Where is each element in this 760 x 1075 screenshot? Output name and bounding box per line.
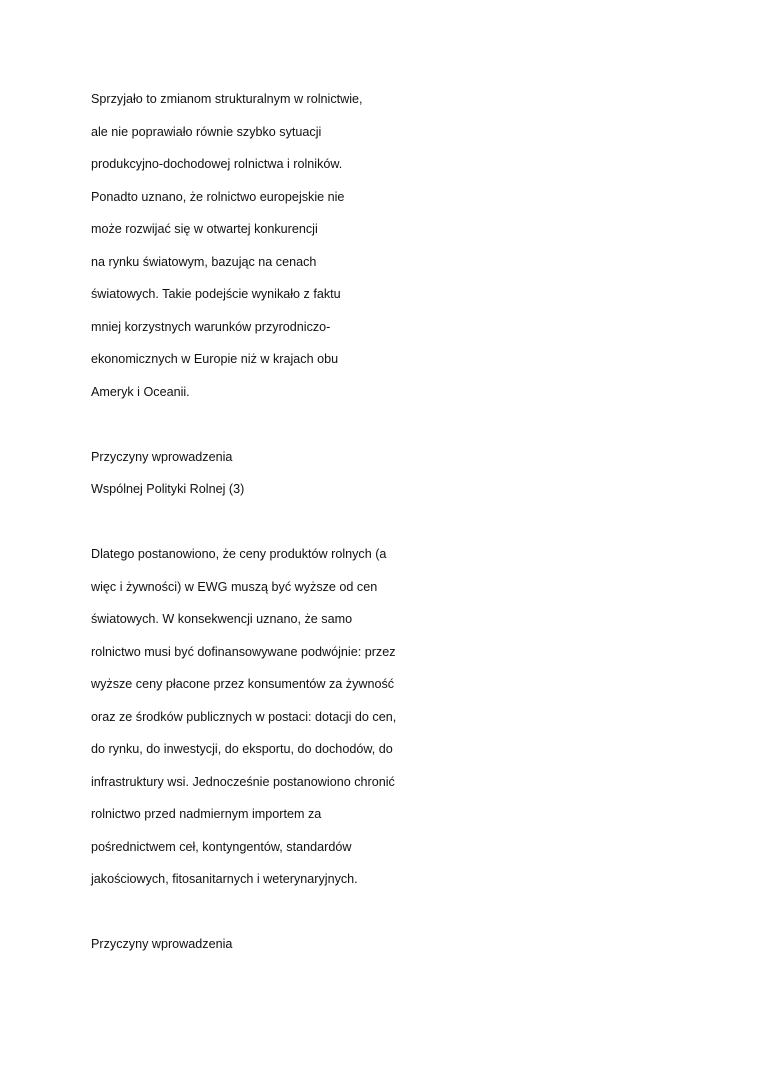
text-line: może rozwijać się w otwartej konkurencji	[91, 222, 318, 236]
paragraph-gap	[91, 902, 691, 935]
text-column	[91, 89, 691, 967]
heading-line: Wspólnej Polityki Rolnej (3)	[91, 482, 245, 496]
text-line: światowych. Takie podejście wynikało z faktu	[91, 287, 341, 301]
text-line: ale nie poprawiało równie szybko sytuacji	[91, 124, 322, 139]
text-line: ekonomicznych w Europie niż w krajach obu	[91, 352, 339, 366]
text-line: więc i żywności) w EWG muszą być wyższe od cen	[91, 579, 378, 594]
text-line: na rynku światowym, bazując na cenach	[91, 254, 317, 269]
paragraph-gap	[91, 414, 691, 447]
text-line: wyższe ceny płacone przez konsumentów za żywność	[91, 677, 395, 691]
text-line: pośrednictwem ceł, kontyngentów, standardów	[91, 839, 352, 854]
text-line: jakościowych, fitosanitarnych i weterynaryjnych.	[91, 872, 358, 886]
text-line: Sprzyjało to zmianom strukturalnym w rolnictwie,	[91, 92, 363, 106]
text-line: Ponadto uznano, że rolnictwo europejskie nie	[91, 189, 345, 204]
paragraph-gap	[91, 512, 691, 545]
text-line: Ameryk i Oceanii.	[91, 384, 190, 399]
heading-line: Przyczyny wprowadzenia	[91, 937, 233, 951]
text-line: infrastruktury wsi. Jednocześnie postanowiono chronić	[91, 774, 395, 789]
text-line: rolnictwo musi być dofinansowywane podwójnie: przez	[91, 644, 396, 659]
text-line: światowych. W konsekwencji uznano, że samo	[91, 612, 353, 626]
text-line: Dlatego postanowiono, że ceny produktów rolnych (a	[91, 547, 387, 561]
text-line: do rynku, do inwestycji, do eksportu, do dochodów, do	[91, 742, 393, 756]
text-line: rolnictwo przed nadmiernym importem za	[91, 807, 322, 821]
paragraph-price-policy	[91, 544, 691, 902]
paragraph-structural-changes	[91, 89, 691, 414]
text-line: mniej korzystnych warunków przyrodniczo-	[91, 319, 331, 334]
heading-line: Przyczyny wprowadzenia	[91, 449, 233, 464]
text-line: produkcyjno-dochodowej rolnictwa i rolników.	[91, 157, 343, 171]
section-heading-next	[91, 934, 691, 967]
section-heading-cap-3	[91, 447, 691, 512]
text-line: oraz ze środków publicznych w postaci: dotacji do cen,	[91, 709, 397, 724]
